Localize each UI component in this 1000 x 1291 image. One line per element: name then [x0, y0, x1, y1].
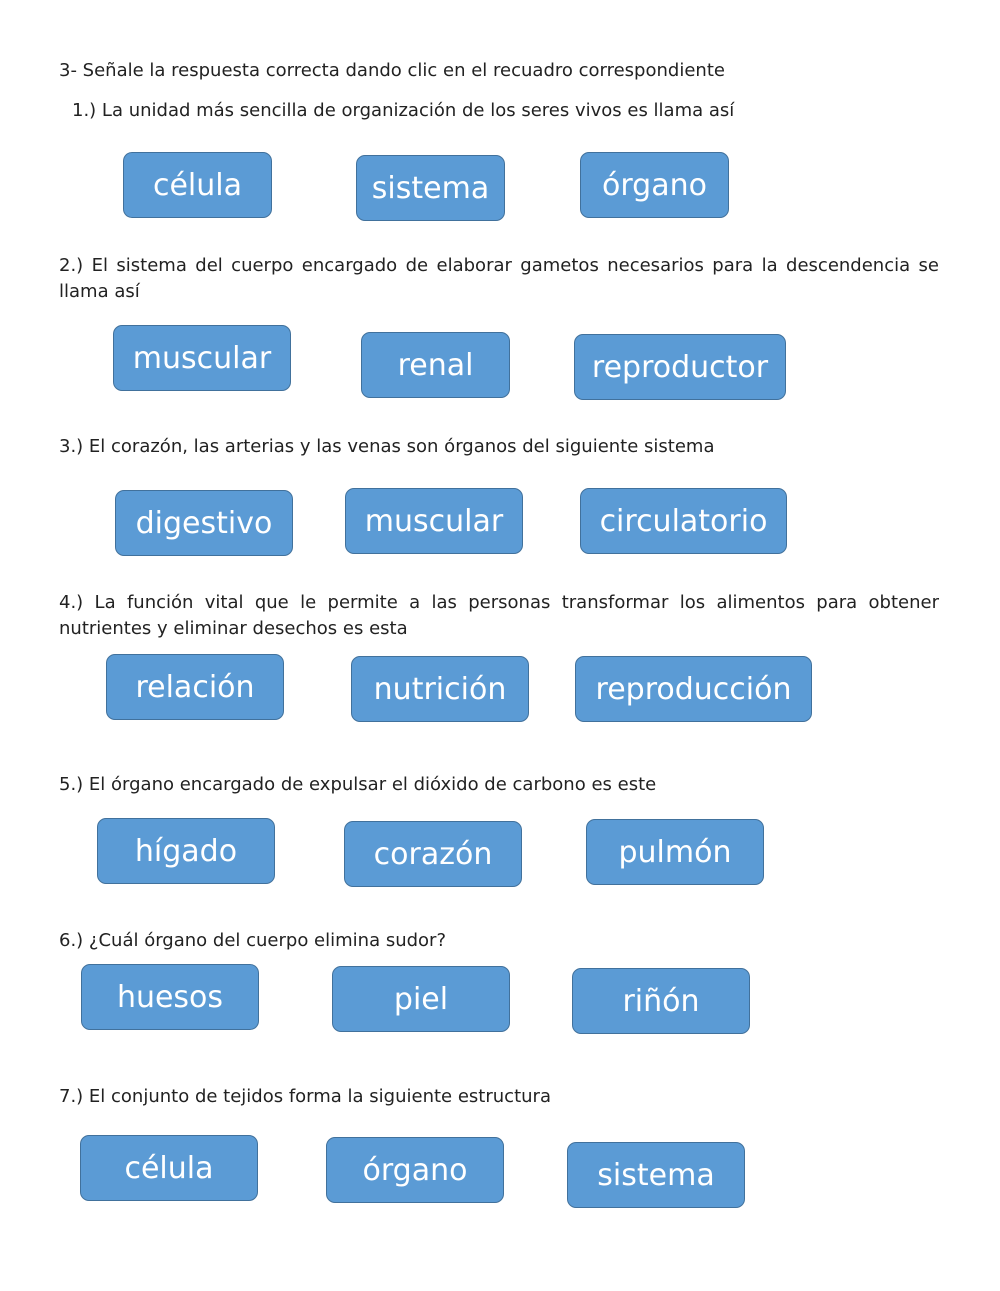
q1-option-celula[interactable]: célula	[123, 152, 272, 218]
instruction-text: 3- Señale la respuesta correcta dando clic en el recuadro correspondiente	[59, 60, 725, 81]
q4-option-reproduccion[interactable]: reproducción	[575, 656, 812, 722]
q1-option-organo[interactable]: órgano	[580, 152, 729, 218]
q2-option-muscular[interactable]: muscular	[113, 325, 291, 391]
question-4-text: 4.) La función vital que le permite a las personas transformar los alimentos para obtener nutrientes y eliminar desechos es esta	[59, 592, 939, 639]
q3-option-muscular[interactable]: muscular	[345, 488, 523, 554]
q5-option-higado[interactable]: hígado	[97, 818, 275, 884]
question-3-text: 3.) El corazón, las arterias y las venas son órganos del siguiente sistema	[59, 436, 715, 457]
q3-option-circulatorio[interactable]: circulatorio	[580, 488, 787, 554]
q6-option-piel[interactable]: piel	[332, 966, 510, 1032]
q1-option-sistema[interactable]: sistema	[356, 155, 505, 221]
q7-option-celula[interactable]: célula	[80, 1135, 258, 1201]
question-6-text: 6.) ¿Cuál órgano del cuerpo elimina sudor?	[59, 930, 447, 951]
question-1-text: 1.) La unidad más sencilla de organización de los seres vivos es llama así	[72, 100, 735, 121]
q4-option-nutricion[interactable]: nutrición	[351, 656, 529, 722]
q7-option-sistema[interactable]: sistema	[567, 1142, 745, 1208]
q2-option-reproductor[interactable]: reproductor	[574, 334, 786, 400]
q5-option-corazon[interactable]: corazón	[344, 821, 522, 887]
q2-option-renal[interactable]: renal	[361, 332, 510, 398]
q7-option-organo[interactable]: órgano	[326, 1137, 504, 1203]
question-7-text: 7.) El conjunto de tejidos forma la siguiente estructura	[59, 1086, 551, 1107]
q5-option-pulmon[interactable]: pulmón	[586, 819, 764, 885]
question-2-text: 2.) El sistema del cuerpo encargado de elaborar gametos necesarios para la descendencia se llama así	[59, 255, 939, 302]
q6-option-rinon[interactable]: riñón	[572, 968, 750, 1034]
q6-option-huesos[interactable]: huesos	[81, 964, 259, 1030]
question-5-text: 5.) El órgano encargado de expulsar el dióxido de carbono es este	[59, 774, 657, 795]
q4-option-relacion[interactable]: relación	[106, 654, 284, 720]
q3-option-digestivo[interactable]: digestivo	[115, 490, 293, 556]
